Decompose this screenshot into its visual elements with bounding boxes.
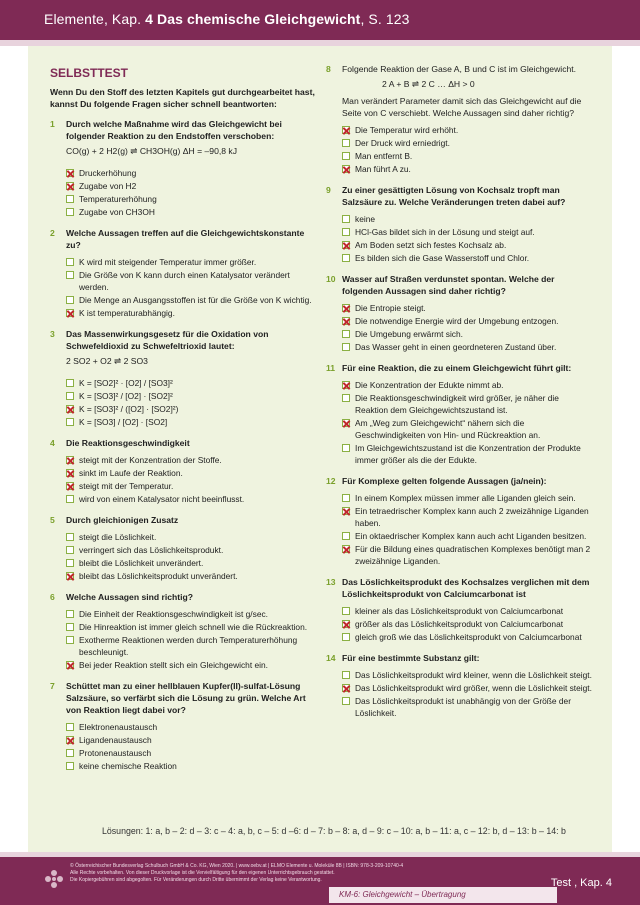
answer-option [66,734,316,746]
answer-text: K wird mit steigender Temperatur immer größer. [79,257,257,267]
question-number: 4 [50,438,55,448]
answer-text: Protonenaustausch [79,748,152,758]
question-number: 5 [50,515,55,525]
answer-text: Das Löslichkeitsprodukt wird größer, wenn die Löslichkeit steigt. [355,683,592,693]
answer-option [342,124,592,136]
answer-text: Die Einheit der Reaktionsgeschwindigkeit ist g/sec. [79,609,268,619]
question-12 [326,475,592,567]
answer-option [66,531,316,543]
answer-option [342,150,592,162]
question-number: 12 [326,476,336,486]
answer-text: Die Menge an Ausgangsstoffen ist für die Größe von K wichtig. [79,295,312,305]
checkbox-checked-icon[interactable] [66,405,74,413]
answer-option [66,544,316,556]
answer-option [342,315,592,327]
answer-option [66,206,316,218]
answer-text: Am Boden setzt sich festes Kochsalz ab. [355,240,507,250]
answer-text: Im Gleichgewichtszustand ist die Konzentration der Produkte immer größer als die der Edukte. [355,443,581,465]
answer-option [342,379,592,391]
checkbox-checked-icon[interactable] [66,572,74,580]
answer-text: sinkt im Laufe der Reaktion. [79,468,183,478]
question-number: 7 [50,681,55,691]
question-11 [326,362,592,466]
answer-option [66,480,316,492]
answer-text: Das Wasser geht in einen geordneteren Zustand über. [355,342,557,352]
checkbox-checked-icon[interactable] [66,736,74,744]
answer-text: Zugabe von CH3OH [79,207,155,217]
question-number: 1 [50,119,55,129]
checkbox-empty-icon[interactable] [342,343,350,351]
question-number: 13 [326,577,336,587]
checkbox-checked-icon[interactable] [342,507,350,515]
checkbox-empty-icon[interactable] [66,208,74,216]
checkbox-empty-icon[interactable] [342,633,350,641]
answer-text: Ligandenaustausch [79,735,152,745]
checkbox-checked-icon[interactable] [66,456,74,464]
solutions-line: Lösungen: 1: a, b – 2: d – 3: c – 4: a, b, c – 5: d –6: d – 7: b – 8: a, d – 9: c – 10: a, b – 11: a, c – 12: b, d – 13: b – 14: b [102,826,566,836]
answer-option [342,618,592,630]
question-text: Zu einer gesättigten Lösung von Kochsalz tropft man Salzsäure zu. Welche Veränderungen treten dabei auf? [342,185,566,207]
answer-option [66,557,316,569]
checkbox-checked-icon[interactable] [342,381,350,389]
checkbox-empty-icon[interactable] [342,139,350,147]
question-text: Für Komplexe gelten folgende Aussagen (ja/nein): [342,476,547,486]
checkbox-empty-icon[interactable] [66,762,74,770]
checkbox-checked-icon[interactable] [342,241,350,249]
answer-text: Das Löslichkeitsprodukt ist unabhängig von der Größe der Löslichkeit. [355,696,572,718]
answer-option [66,180,316,192]
question-6 [50,591,316,671]
answer-text: keine chemische Reaktion [79,761,177,771]
answer-option [342,163,592,175]
checkbox-empty-icon[interactable] [66,258,74,266]
answer-option [66,760,316,772]
answer-text: kleiner als das Löslichkeitsprodukt von Calciumcarbonat [355,606,564,616]
answer-text: K = [SO3]² / [O2] · [SO2]² [79,391,173,401]
checkbox-empty-icon[interactable] [66,195,74,203]
reaction-equation: 2 SO2 + O2 ⇌ 2 SO3 [66,356,148,366]
answer-option [66,721,316,733]
question-4 [50,437,316,505]
answer-text: K = [SO3] / [O2] · [SO2] [79,417,168,427]
question-number: 9 [326,185,331,195]
answer-option [342,442,592,466]
answer-option [66,167,316,179]
answer-option [342,341,592,353]
reaction-equation: 2 A + B ⇌ 2 C … ΔH > 0 [382,79,475,89]
checkbox-empty-icon[interactable] [66,418,74,426]
answer-text: In einem Komplex müssen immer alle Liganden gleich sein. [355,493,576,503]
checkbox-empty-icon[interactable] [66,723,74,731]
checkbox-checked-icon[interactable] [342,317,350,325]
checkbox-empty-icon[interactable] [342,215,350,223]
question-13 [326,576,592,643]
answer-option [342,605,592,617]
checkbox-checked-icon[interactable] [342,545,350,553]
checkbox-empty-icon[interactable] [66,495,74,503]
header-title: Elemente, Kap. 4 Das chemische Gleichgewicht, S. 123 [44,11,410,27]
question-text: Welche Aussagen sind richtig? [66,592,194,602]
answer-text: Die Umgebung erwärmt sich. [355,329,463,339]
checkbox-checked-icon[interactable] [342,620,350,628]
answer-text: keine [355,214,376,224]
question-text: Durch gleichionigen Zusatz [66,515,179,525]
question-text: Das Massenwirkungsgesetz für die Oxidation von Schwefeldioxid zu Schwefeltrioxid lautet: [66,329,269,351]
km-label: KM-6: Gleichgewicht – Übertragung [329,887,557,903]
answer-text: Das Löslichkeitsprodukt wird kleiner, wenn die Löslichkeit steigt. [355,670,592,680]
checkbox-empty-icon[interactable] [66,636,74,644]
header-bar [0,0,640,40]
answer-option [342,213,592,225]
answer-text: Die notwendige Energie wird der Umgebung entzogen. [355,316,559,326]
answer-option [66,269,316,293]
answer-option [66,747,316,759]
answer-text: Zugabe von H2 [79,181,137,191]
answer-option [342,239,592,251]
answer-text: K = [SO2]² · [O2] / [SO3]² [79,378,173,388]
answer-text: Man entfernt B. [355,151,413,161]
answer-text: Die Reaktionsgeschwindigkeit wird größer, je näher die Reaktion dem Gleichgewichtszustand ist. [355,393,559,415]
answer-option [342,137,592,149]
page-title: SELBSTTEST [50,66,129,80]
question-text: Das Löslichkeitsprodukt des Kochsalzes verglichen mit dem Löslichkeitsprodukt von Calciumcarbonat ist [342,577,590,599]
question-text: Für eine bestimmte Substanz gilt: [342,653,480,663]
footer-page-label: Test , Kap. 4 [550,877,612,889]
answer-option [342,530,592,542]
checkbox-empty-icon[interactable] [342,152,350,160]
question-3 [50,328,316,428]
answer-option [66,256,316,268]
question-text: Welche Aussagen treffen auf die Gleichgewichtskonstante zu? [66,228,305,250]
answer-option [342,252,592,264]
checkbox-checked-icon[interactable] [66,482,74,490]
checkbox-empty-icon[interactable] [66,546,74,554]
checkbox-checked-icon[interactable] [66,661,74,669]
checkbox-empty-icon[interactable] [66,392,74,400]
reaction-equation: CO(g) + 2 H2(g) ⇌ CH3OH(g) ΔH = –90,8 kJ [66,146,238,156]
answer-option [342,631,592,643]
checkbox-empty-icon[interactable] [342,671,350,679]
answer-text: bleibt das Löslichkeitsprodukt unverändert. [79,571,238,581]
question-text: Schüttet man zu einer hellblauen Kupfer(II)-sulfat-Lösung Salzsäure, so verfärbt sich die Lösung zu grün. Welche Art von Reaktion liegt dabei vor? [66,681,306,715]
answer-text: Druckerhöhung [79,168,137,178]
checkbox-empty-icon[interactable] [66,623,74,631]
question-number: 6 [50,592,55,602]
answer-option [66,570,316,582]
answer-text: steigt mit der Konzentration der Stoffe. [79,455,222,465]
question-number: 10 [326,274,336,284]
checkbox-empty-icon[interactable] [342,394,350,402]
checkbox-checked-icon[interactable] [342,304,350,312]
question-text-continued: Man verändert Parameter damit sich das Gleichgewicht auf die Seite von C verschiebt. Welche Aussagen sind daher richtig? [342,96,582,118]
answer-text: Die Konzentration der Edukte nimmt ab. [355,380,504,390]
answer-text: Die Hinreaktion ist immer gleich schnell wie die Rückreaktion. [79,622,308,632]
answer-text: bleibt die Löslichkeit unverändert. [79,558,204,568]
answer-text: wird von einem Katalysator nicht beeinflusst. [79,494,245,504]
answer-option [66,659,316,671]
checkbox-empty-icon[interactable] [342,697,350,705]
checkbox-empty-icon[interactable] [66,379,74,387]
question-number: 8 [326,64,331,74]
answer-text: HCl-Gas bildet sich in der Lösung und steigt auf. [355,227,535,237]
answer-option [342,695,592,719]
right-column [326,46,592,719]
answer-text: Temperaturerhöhung [79,194,157,204]
question-text: Die Reaktionsgeschwindigkeit [66,438,190,448]
answer-option [66,634,316,658]
question-number: 11 [326,363,336,373]
answer-text: Es bilden sich die Gase Wasserstoff und Chlor. [355,253,530,263]
answer-text: Bei jeder Reaktion stellt sich ein Gleichgewicht ein. [79,660,268,670]
answer-text: Der Druck wird erniedrigt. [355,138,450,148]
question-text: Durch welche Maßnahme wird das Gleichgewicht bei folgender Reaktion zu den Endstoffen verschoben: [66,119,282,141]
answer-text: Exotherme Reaktionen werden durch Temperaturerhöhung beschleunigt. [79,635,298,657]
question-number: 2 [50,228,55,238]
checkbox-checked-icon[interactable] [66,469,74,477]
answer-text: K = [SO3]² / ([O2] · [SO2]²) [79,404,179,414]
checkbox-empty-icon[interactable] [66,559,74,567]
checkbox-empty-icon[interactable] [342,494,350,502]
question-7 [50,680,316,772]
answer-option [66,294,316,306]
worksheet-panel [28,46,612,852]
question-10 [326,273,592,353]
answer-text: Ein tetraedrischer Komplex kann auch 2 zweizähnige Liganden haben. [355,506,589,528]
checkbox-empty-icon[interactable] [342,228,350,236]
question-text: Folgende Reaktion der Gase A, B und C ist im Gleichgewicht. [342,64,577,74]
answer-option [342,682,592,694]
checkbox-checked-icon[interactable] [66,309,74,317]
publisher-logo-icon [44,869,64,889]
intro-text: Wenn Du den Stoff des letzten Kapitels gut durchgearbeitet hast, kannst Du folgende Fragen sicher schnell beantworten: [50,87,315,109]
answer-text: verringert sich das Löslichkeitsprodukt. [79,545,224,555]
answer-option [342,505,592,529]
answer-option [66,608,316,620]
answer-option [342,669,592,681]
question-1 [50,118,316,218]
legal-notice: © Österreichischer Bundesverlag Schulbuch GmbH & Co. KG, Wien 2020. | www.oebv.at | ELMO Elemente u. Moleküle 8B | ISBN: 978-3-209-10740-4 Alle Rechte vorbehalten. Von dieser Druckvorlage ist die Vervielfältigung für den eigenen Unterrichtsgebrauch gestattet. Die Kopiergebühren sind abgegolten. Für Veränderungen durch Dritte übernimmt der Verlag keine Verantwortung. [70,863,404,883]
question-9 [326,184,592,264]
answer-text: K ist temperaturabhängig. [79,308,175,318]
question-number: 14 [326,653,336,663]
footer-bar [0,857,640,905]
answer-option [342,328,592,340]
answer-option [66,307,316,319]
checkbox-empty-icon[interactable] [342,532,350,540]
answer-option [342,543,592,567]
answer-text: Man führt A zu. [355,164,411,174]
answer-text: gleich groß wie das Löslichkeitsprodukt von Calciumcarbonat [355,632,582,642]
answer-text: Ein oktaedrischer Komplex kann auch acht Liganden besitzen. [355,531,587,541]
checkbox-empty-icon[interactable] [66,610,74,618]
checkbox-empty-icon[interactable] [342,444,350,452]
answer-option [66,403,316,415]
answer-option [342,226,592,238]
checkbox-empty-icon[interactable] [342,607,350,615]
answer-text: Die Entropie steigt. [355,303,426,313]
answer-text: Die Größe von K kann durch einen Katalysator verändert werden. [79,270,290,292]
left-column [50,46,316,772]
checkbox-empty-icon[interactable] [342,254,350,262]
answer-text: größer als das Löslichkeitsprodukt von Calciumcarbonat [355,619,564,629]
checkbox-checked-icon[interactable] [342,165,350,173]
checkbox-empty-icon[interactable] [66,271,74,279]
answer-text: Für die Bildung eines quadratischen Komplexes benötigt man 2 zweizähnige Liganden. [355,544,591,566]
answer-text: steigt mit der Temperatur. [79,481,174,491]
checkbox-checked-icon[interactable] [342,419,350,427]
answer-option [66,467,316,479]
answer-text: Die Temperatur wird erhöht. [355,125,459,135]
question-14 [326,652,592,719]
answer-option [66,377,316,389]
checkbox-checked-icon[interactable] [66,182,74,190]
checkbox-empty-icon[interactable] [66,296,74,304]
question-text: Für eine Reaktion, die zu einem Gleichgewicht führt gilt: [342,363,572,373]
checkbox-empty-icon[interactable] [66,533,74,541]
question-number: 3 [50,329,55,339]
answer-option [66,454,316,466]
checkbox-checked-icon[interactable] [66,169,74,177]
answer-text: steigt die Löslichkeit. [79,532,157,542]
checkbox-empty-icon[interactable] [342,330,350,338]
answer-option [342,302,592,314]
answer-option [66,416,316,428]
answer-option [66,390,316,402]
question-5 [50,514,316,582]
question-8 [326,63,592,175]
answer-option [66,621,316,633]
checkbox-checked-icon[interactable] [342,684,350,692]
question-2 [50,227,316,319]
answer-option [66,193,316,205]
answer-option [342,417,592,441]
answer-option [342,392,592,416]
checkbox-checked-icon[interactable] [342,126,350,134]
answer-text: Elektronenaustausch [79,722,158,732]
answer-option [66,493,316,505]
question-text: Wasser auf Straßen verdunstet spontan. Welche der folgenden Aussagen sind daher richtig? [342,274,555,296]
answer-text: Am „Weg zum Gleichgewicht“ nähern sich die Geschwindigkeiten von Hin- und Rückreaktion an. [355,418,541,440]
checkbox-empty-icon[interactable] [66,749,74,757]
answer-option [342,492,592,504]
